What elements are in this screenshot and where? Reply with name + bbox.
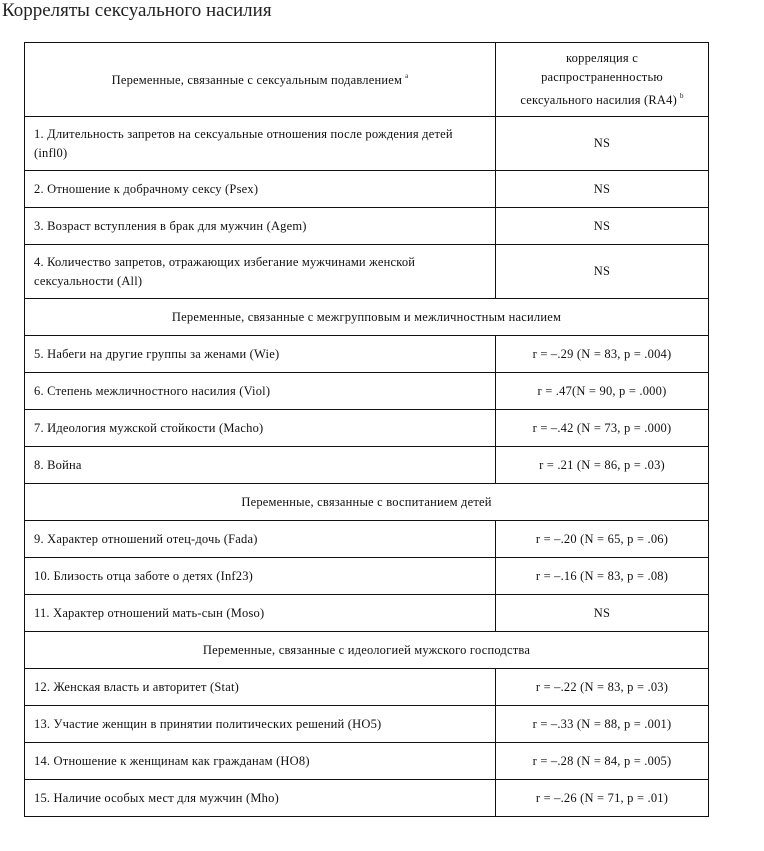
table-row <box>25 447 709 484</box>
variable-cell: 3. Возраст вступления в брак для мужчин (Agem) <box>25 208 496 245</box>
variable-cell: 10. Близость отца заботе о детях (Inf23) <box>25 558 496 595</box>
variable-cell: 14. Отношение к женщинам как гражданам (HO8) <box>25 743 496 780</box>
variable-cell: 12. Женская власть и авторитет (Stat) <box>25 669 496 706</box>
header-correlation <box>496 43 709 117</box>
variable-cell: 2. Отношение к добрачному сексу (Psex) <box>25 171 496 208</box>
table-row <box>25 410 709 447</box>
table-row <box>25 373 709 410</box>
table-row <box>25 117 709 171</box>
section-row <box>25 632 709 669</box>
table-row <box>25 245 709 299</box>
table-row <box>25 669 709 706</box>
table-row <box>25 743 709 780</box>
table-row <box>25 780 709 817</box>
header-variables <box>25 43 496 117</box>
correlation-cell: r = –.33 (N = 88, p = .001) <box>496 706 709 743</box>
section-heading: Переменные, связанные с воспитанием детей <box>25 484 709 521</box>
correlation-cell: r = –.26 (N = 71, p = .01) <box>496 780 709 817</box>
section-heading: Переменные, связанные с идеологией мужского господства <box>25 632 709 669</box>
table-row <box>25 521 709 558</box>
correlation-cell: r = –.42 (N = 73, p = .000) <box>496 410 709 447</box>
table-row <box>25 336 709 373</box>
correlation-cell: r = –.29 (N = 83, p = .004) <box>496 336 709 373</box>
correlation-cell: NS <box>496 595 709 632</box>
table-header-row <box>25 43 709 117</box>
header-correlation-label: корреляция с распространенностью сексуального насилия (RA4) <box>520 51 677 107</box>
table-row <box>25 558 709 595</box>
correlation-cell: NS <box>496 117 709 171</box>
correlation-cell: r = .21 (N = 86, p = .03) <box>496 447 709 484</box>
correlation-cell: r = –.28 (N = 84, p = .005) <box>496 743 709 780</box>
footnote-mark-a: a <box>405 71 409 80</box>
correlates-table <box>24 42 709 817</box>
variable-cell: 8. Война <box>25 447 496 484</box>
variable-cell: 11. Характер отношений мать-сын (Moso) <box>25 595 496 632</box>
correlation-cell: r = –.22 (N = 83, p = .03) <box>496 669 709 706</box>
page-title: Корреляты сексуального насилия <box>2 0 272 21</box>
correlation-cell: r = –.20 (N = 65, p = .06) <box>496 521 709 558</box>
variable-cell: 13. Участие женщин в принятии политических решений (HO5) <box>25 706 496 743</box>
variable-cell: 5. Набеги на другие группы за женами (Wie) <box>25 336 496 373</box>
section-row <box>25 299 709 336</box>
variable-cell: 15. Наличие особых мест для мужчин (Mho) <box>25 780 496 817</box>
variable-cell: 6. Степень межличностного насилия (Viol) <box>25 373 496 410</box>
correlation-cell: r = .47(N = 90, p = .000) <box>496 373 709 410</box>
table-row <box>25 171 709 208</box>
header-variables-label: Переменные, связанные с сексуальным подавлением <box>111 72 403 87</box>
correlation-cell: NS <box>496 208 709 245</box>
variable-cell: 4. Количество запретов, отражающих избегание мужчинами женской сексуальности (All) <box>25 245 496 299</box>
section-heading: Переменные, связанные с межгрупповым и межличностным насилием <box>25 299 709 336</box>
table-row <box>25 208 709 245</box>
section-row <box>25 484 709 521</box>
correlation-cell: r = –.16 (N = 83, p = .08) <box>496 558 709 595</box>
variable-cell: 1. Длительность запретов на сексуальные отношения после рождения детей (infl0) <box>25 117 496 171</box>
table-row <box>25 706 709 743</box>
variable-cell: 7. Идеология мужской стойкости (Macho) <box>25 410 496 447</box>
correlation-cell: NS <box>496 171 709 208</box>
table-row <box>25 595 709 632</box>
correlation-cell: NS <box>496 245 709 299</box>
variable-cell: 9. Характер отношений отец-дочь (Fada) <box>25 521 496 558</box>
footnote-mark-b: b <box>679 92 684 100</box>
